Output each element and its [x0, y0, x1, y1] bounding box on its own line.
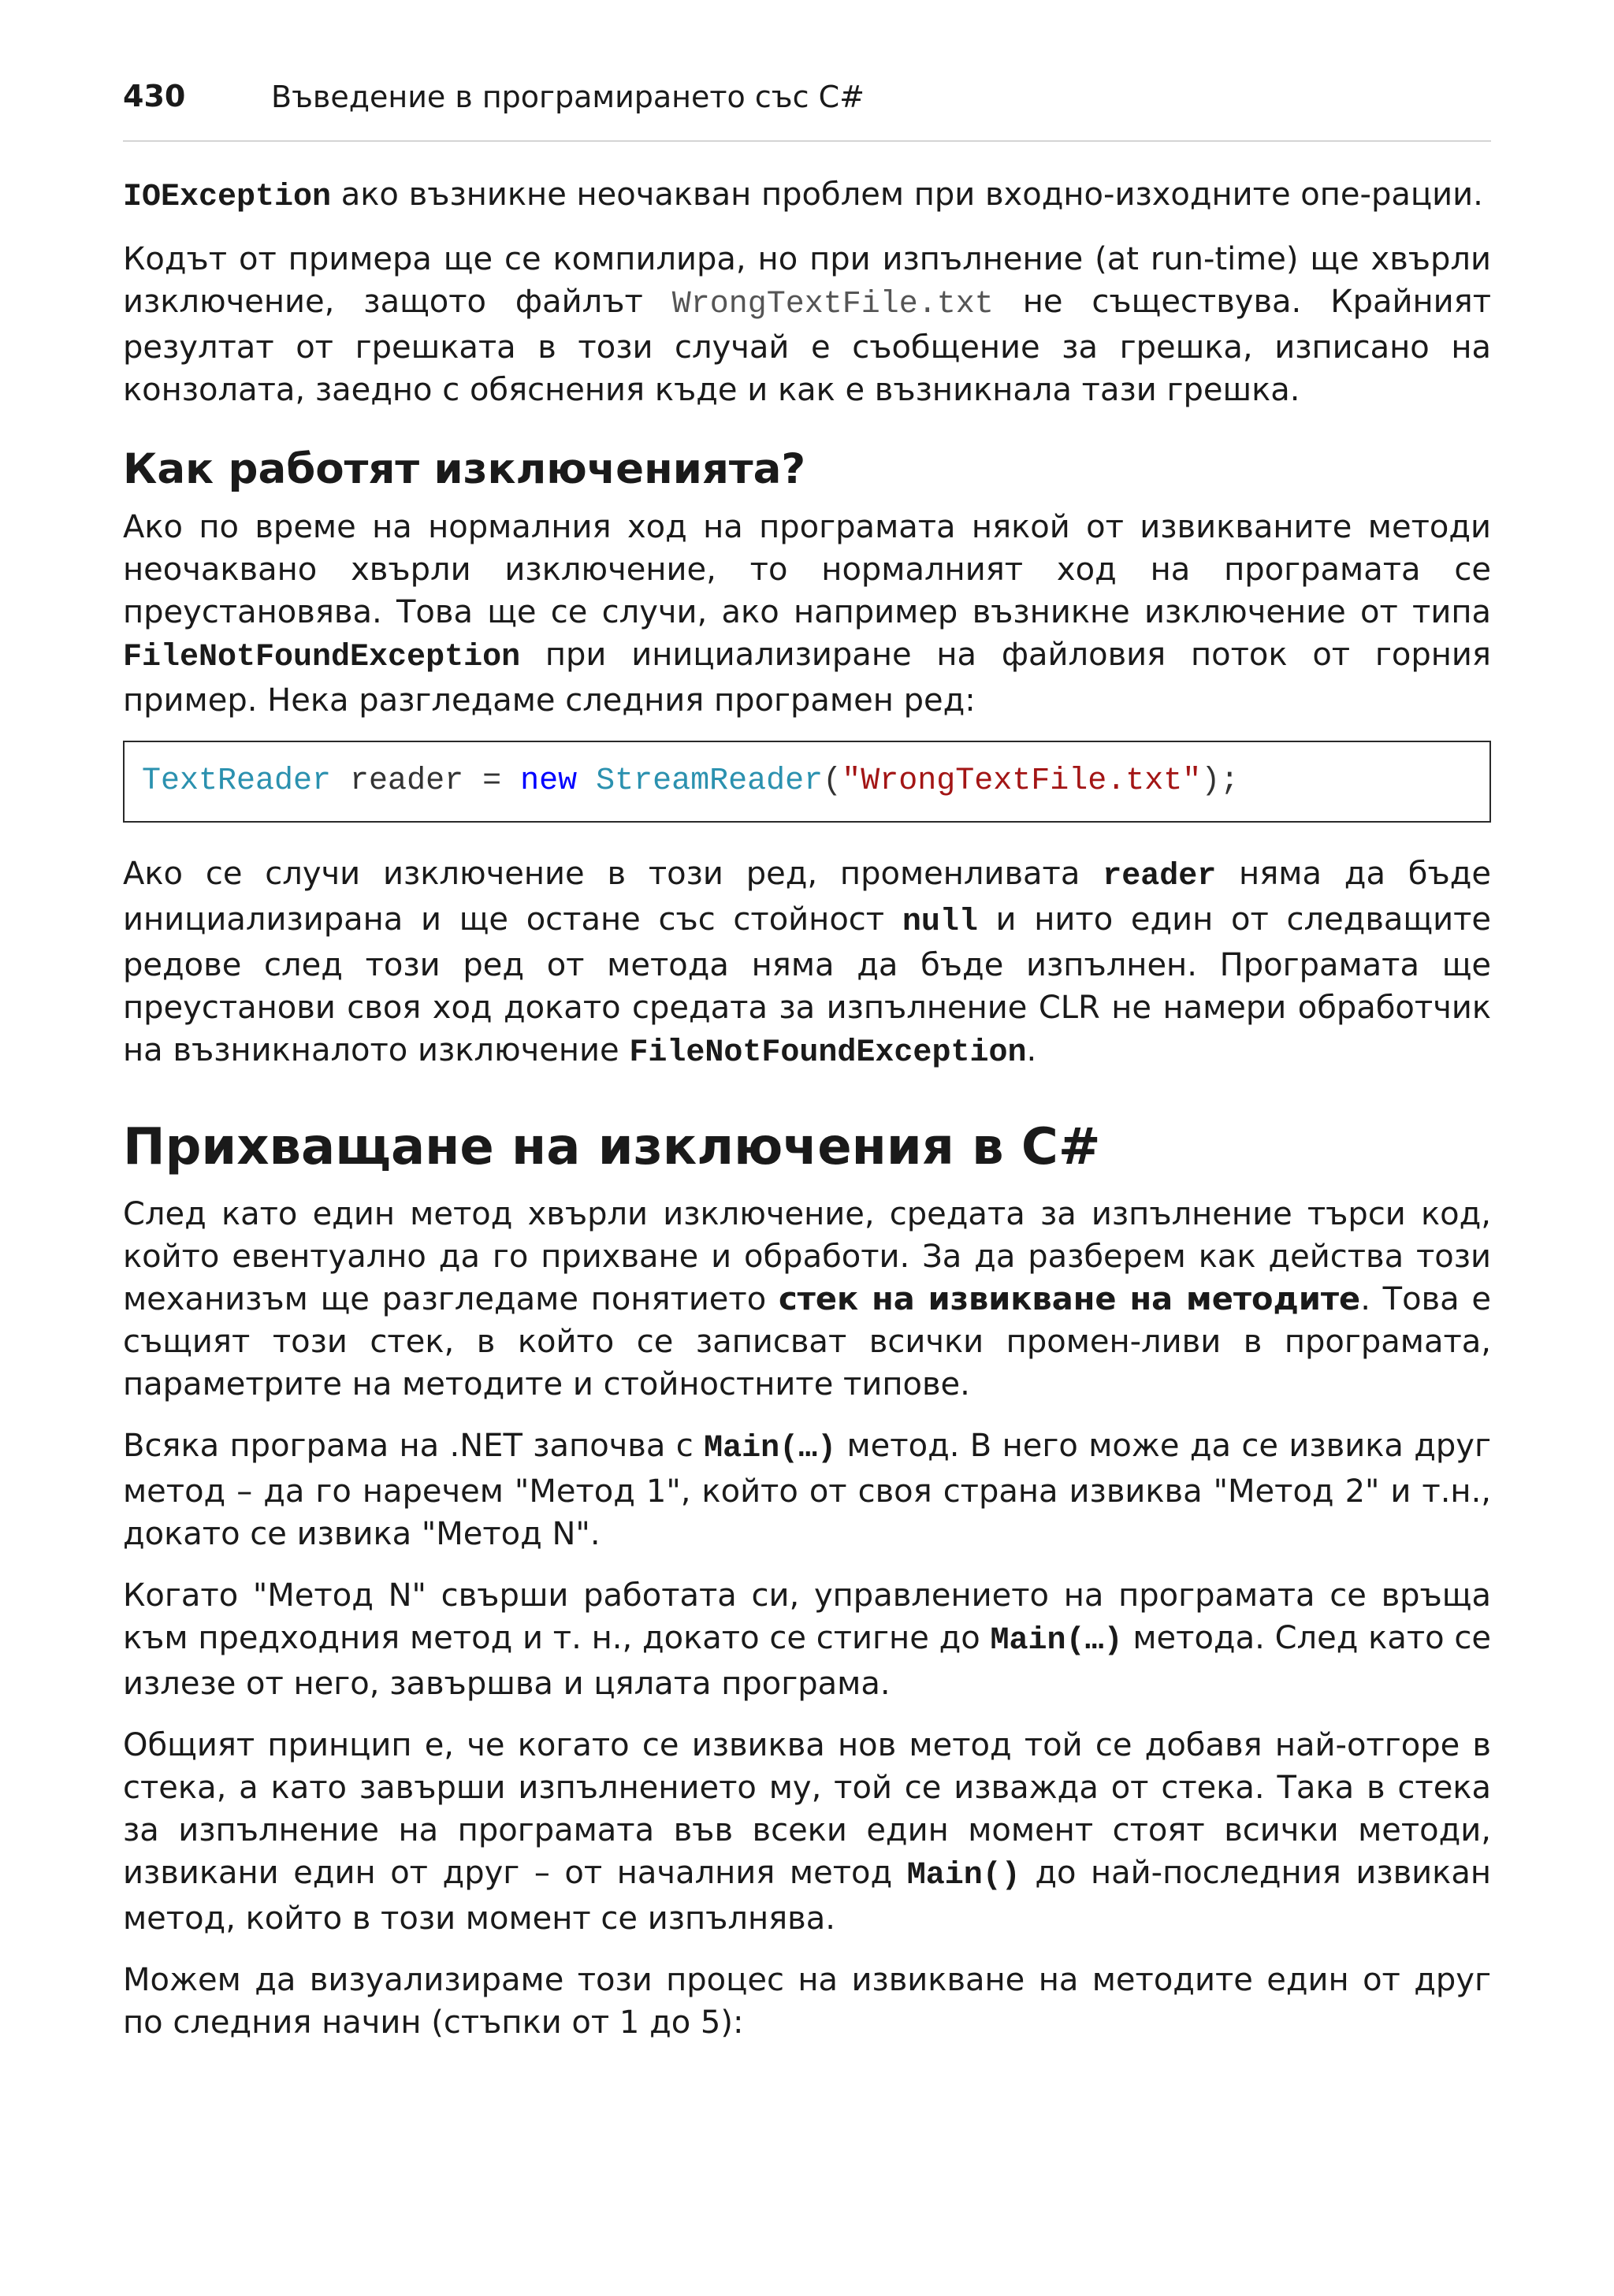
- paragraph-text: Кодът от примера ще се компилира, но при изпълнение (at run-time) ще хвърли изключение, защото файлът: [123, 241, 1491, 320]
- inline-code: null: [902, 905, 978, 940]
- inline-code: IOException: [123, 180, 332, 215]
- paragraph-main-method: [123, 1425, 1491, 1555]
- paragraph-text: След като един метод хвърли изключение, средата за изпълнение търси код, който евентуално да го прихване и обработи. За да разберем как действа този механизъм ще разгледаме понятието: [123, 1196, 1491, 1317]
- paragraph-reader-null: [123, 853, 1491, 1075]
- paragraph-ioexception: [123, 173, 1491, 219]
- inline-code: Main(…): [704, 1431, 837, 1466]
- paragraph-runtime: [123, 238, 1491, 411]
- paragraph-text: няма да бъде инициализирана и ще остане със стойност: [123, 856, 1491, 938]
- paragraph-text: Когато "Метод N" свърши работата си, управлението на програмата се връща към предходния метод и т. н., докато се стигне до: [123, 1577, 1491, 1656]
- paragraph-text: Всяка програма на .NET започва с: [123, 1428, 705, 1464]
- code-string-literal: "WrongTextFile.txt": [842, 763, 1202, 799]
- code-paren-close: );: [1201, 763, 1240, 799]
- code-type-streamreader: StreamReader: [596, 763, 824, 799]
- inline-code: FileNotFoundException: [629, 1035, 1027, 1071]
- inline-code: reader: [1103, 859, 1217, 894]
- paragraph-text: метода. След като се излезе от него, завършва и цялата програма.: [123, 1620, 1492, 1702]
- section-heading-how-exceptions-work: Как работят изключенията?: [123, 445, 806, 493]
- inline-code: Main(…): [990, 1623, 1123, 1659]
- paragraph-normal-flow: [123, 506, 1491, 722]
- code-space: [577, 763, 596, 799]
- paragraph-text: .: [1026, 1032, 1037, 1068]
- paragraph-text: Ако се случи изключение в този ред, променливата: [123, 856, 1103, 892]
- paragraph-text: ако възникне неочакван проблем при входно-изходните опе-рации.: [331, 176, 1483, 213]
- file-name: WrongTextFile.txt: [671, 287, 994, 322]
- paragraph-text: до най-последния извикан метод, който в този момент се изпълнява.: [123, 1855, 1492, 1937]
- paragraph-text: не съществува. Крайният резултат от грешката в този случай е съобщение за грешка, изписано на конзолата, заедно с обяснения къде и как е възникнала тази грешка.: [123, 284, 1492, 408]
- code-type-textreader: TextReader: [142, 763, 332, 799]
- paragraph-text: и нито един от следващите редове след този ред от метода няма да бъде изпълнен. Програмата ще преустанови своя ход докато средата за изпълнение CLR не намери обработчик на възникналото изключение: [123, 901, 1491, 1068]
- page-content: [123, 173, 1491, 2063]
- code-paren-open: (: [823, 763, 842, 799]
- page-header: [123, 79, 1491, 142]
- section-heading-catching-exceptions: Прихващане на изключения в C#: [123, 1118, 1101, 1176]
- paragraph-call-stack: [123, 1193, 1491, 1406]
- paragraph-text: Можем да визуализираме този процес на извикване на методите един от друг по следния начин (стъпки от 1 до 5):: [123, 1962, 1491, 2041]
- paragraph-stack-principle: [123, 1724, 1491, 1940]
- paragraph-text: метод. В него може да се извика друг метод – да го наречем "Метод 1", който от своя страна извиква "Метод 2" и т.н., докато се извика "Метод N".: [123, 1428, 1491, 1552]
- paragraph-text: . Това е същият този стек, в който се записват всички промен-ливи в програмата, параметрите на методите и стойностните типове.: [123, 1281, 1492, 1402]
- code-identifier: reader =: [331, 763, 521, 799]
- paragraph-method-return: [123, 1574, 1491, 1705]
- running-title: Въведение в програмирането със C#: [271, 80, 865, 114]
- bold-term: стек на извикване на методите: [778, 1281, 1361, 1317]
- inline-code: FileNotFoundException: [123, 640, 521, 675]
- paragraph-visualize: [123, 1959, 1491, 2044]
- code-keyword-new: new: [520, 763, 578, 799]
- paragraph-text: Общият принцип е, че когато се извиква нов метод той се добавя най-отгоре в стека, а като завърши изпълнението му, той се изважда от стека. Така в стека за изпълнение на програмата във всеки един момент стоят всички методи, извикани един от друг – от началния метод: [123, 1727, 1491, 1891]
- inline-code: Main(): [906, 1858, 1021, 1893]
- code-block: [123, 741, 1491, 823]
- paragraph-text: при инициализиране на файловия поток от горния пример. Нека разгледаме следния програмен ред:: [123, 637, 1491, 719]
- paragraph-text: Ако по време на нормалния ход на програмата някой от извикваните методи неочаквано хвърли изключение, то нормалният ход на програмата се преустановява. Това ще се случи, ако например възникне изключение от типа: [123, 509, 1491, 630]
- page-number: 430: [123, 79, 186, 113]
